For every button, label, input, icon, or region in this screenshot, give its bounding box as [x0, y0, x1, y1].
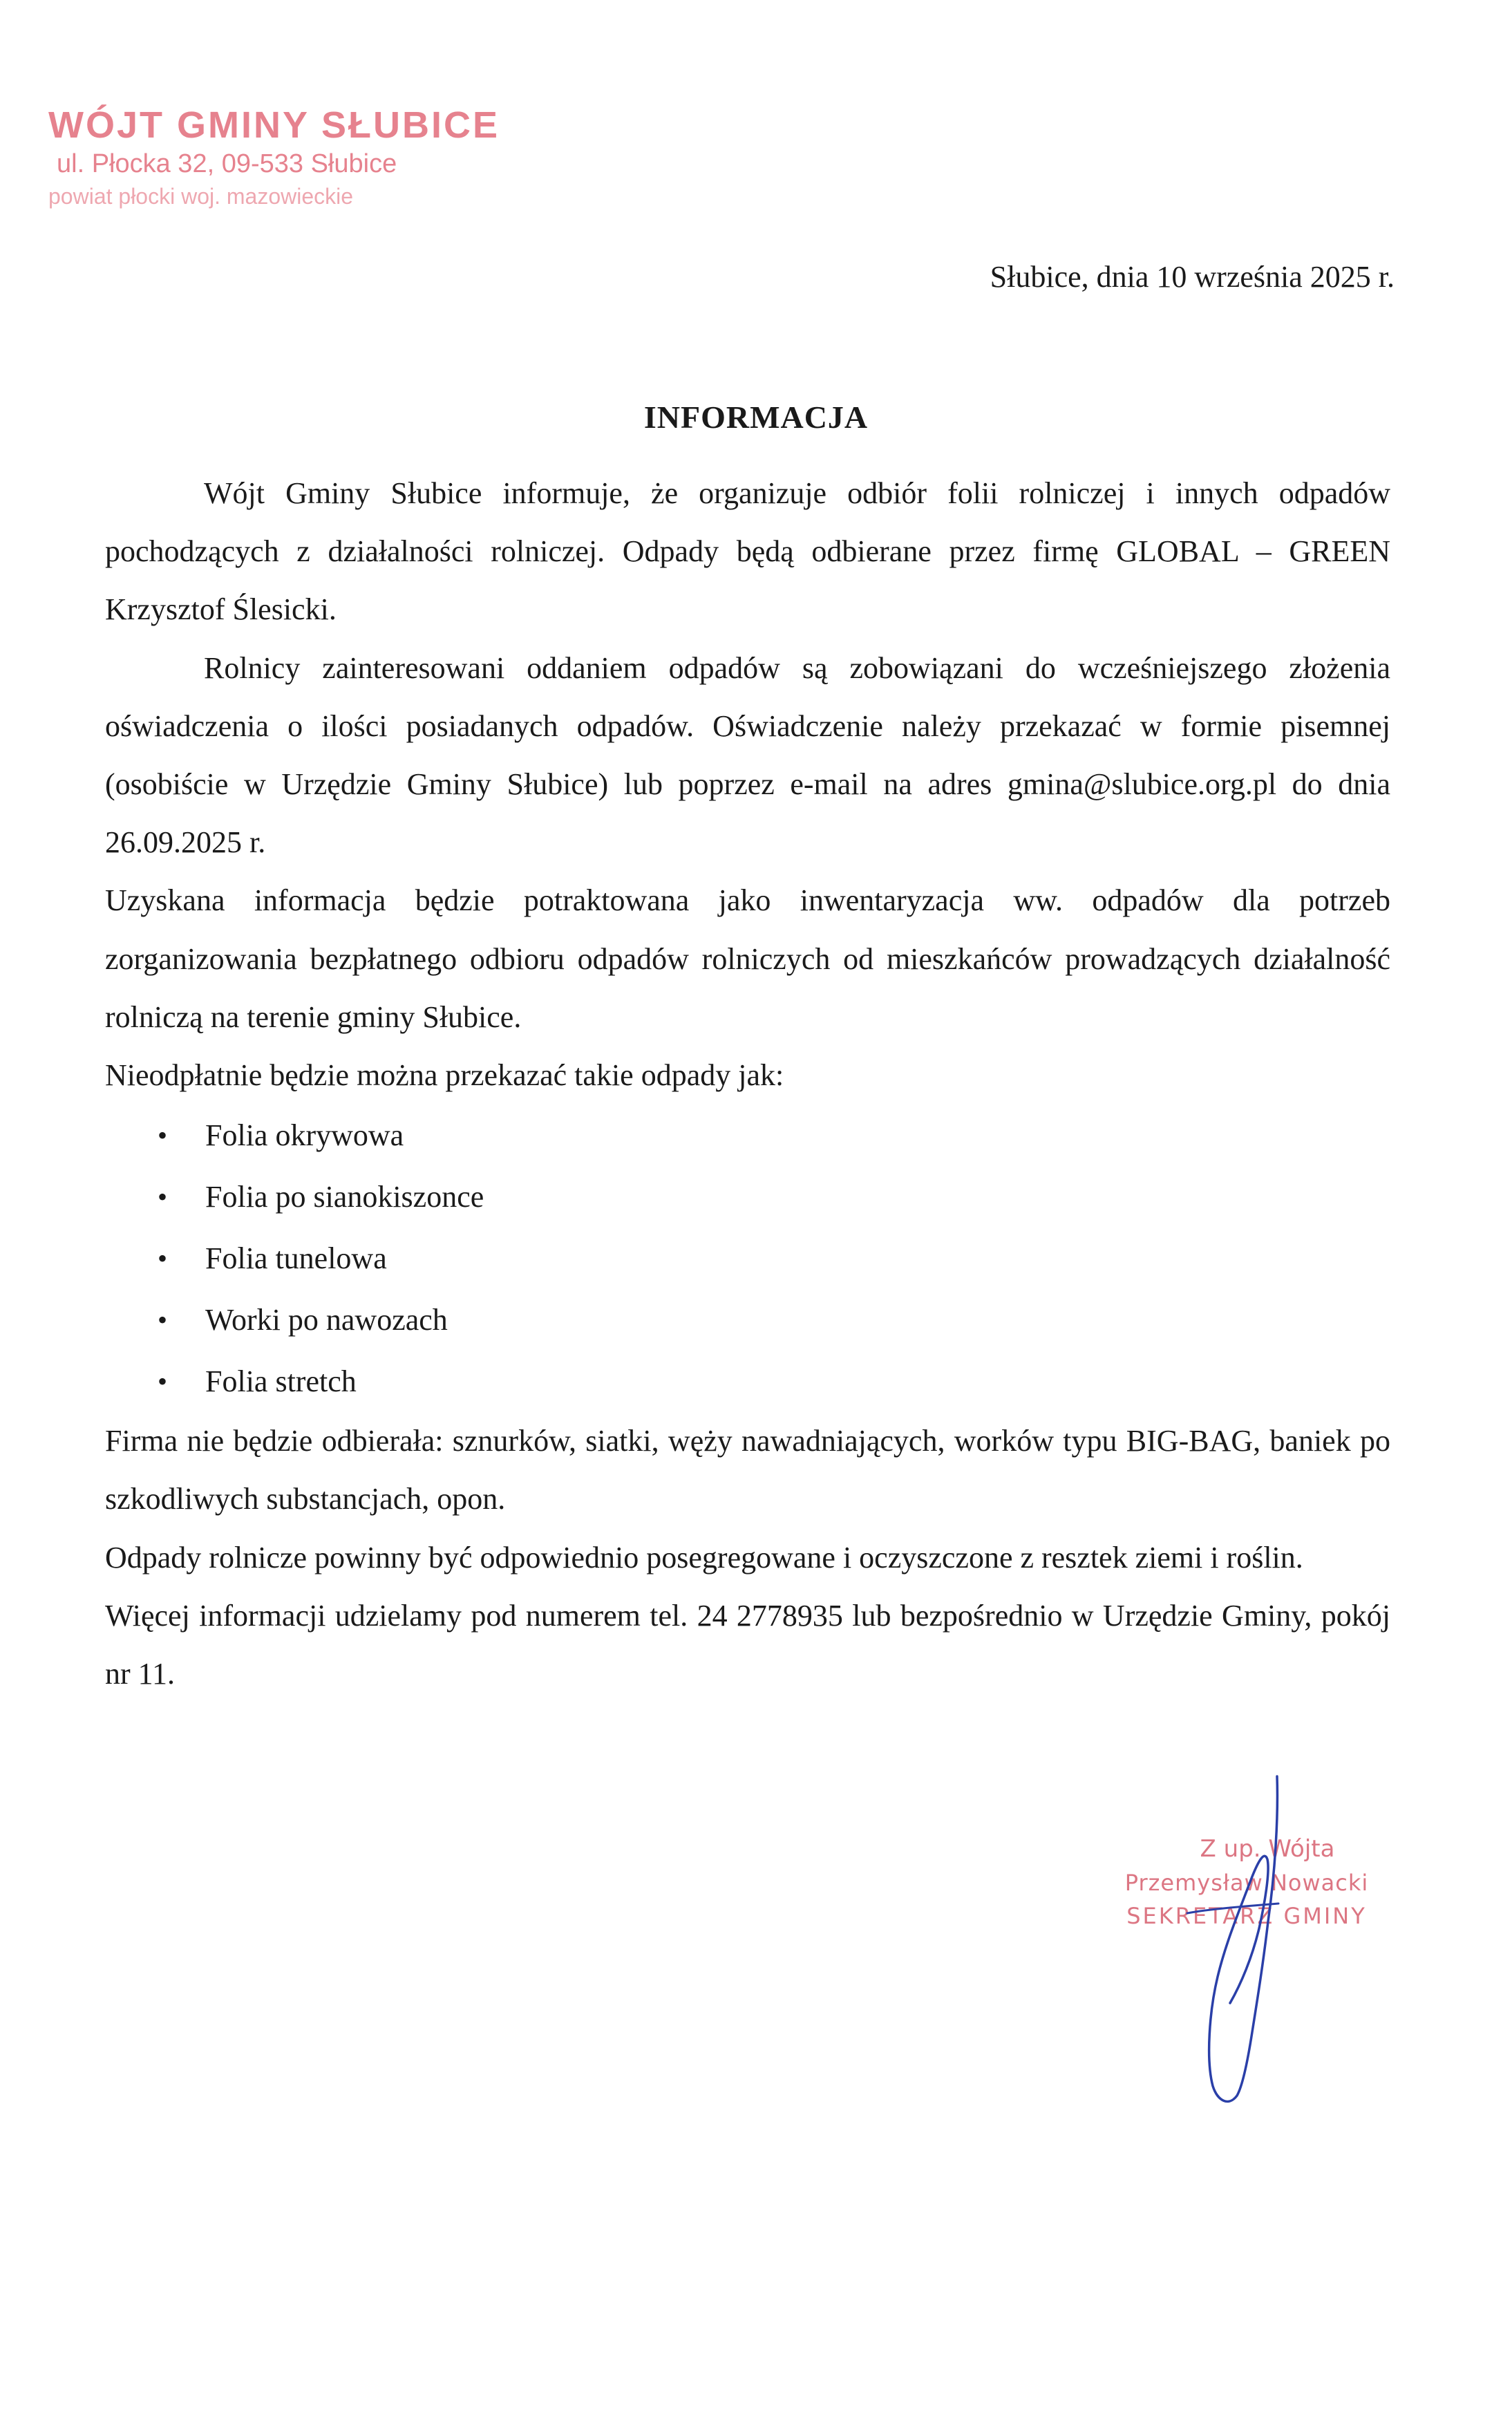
paragraph-contact: Więcej informacji udzielamy pod numerem tel. 24 2778935 lub bezpośrednio w Urzędzie Gminy, pokój nr 11. — [105, 1598, 1390, 1691]
signature-underline — [1187, 1904, 1278, 1913]
list-item — [105, 1166, 1390, 1228]
paragraph-intro: Wójt Gminy Słubice informuje, że organizuje odbiór folii rolniczej i innych odpadów pochodzących z działalności rolniczej. Odpady będą odbierane przez firmę GLOBAL – GREEN Krzysztof Ślesicki. — [105, 476, 1390, 627]
list-item — [105, 1351, 1390, 1412]
list-item-label: Worki po nawozach — [205, 1303, 448, 1337]
handwritten-signature — [1175, 1756, 1327, 2115]
waste-list — [105, 1105, 1390, 1412]
list-item — [105, 1228, 1390, 1289]
bullet-icon: • — [158, 1366, 168, 1398]
signature-line-1: Z up. Wójta — [1200, 1835, 1335, 1863]
paragraph-excluded: Firma nie będzie odbierała: sznurków, siatki, węży nawadniających, worków typu BIG-BAG, baniek po szkodliwych substancjach, opon. — [105, 1424, 1390, 1516]
list-item-label: Folia tunelowa — [205, 1241, 387, 1276]
bullet-icon: • — [158, 1243, 168, 1275]
document-body — [105, 464, 1390, 1703]
bullet-icon: • — [158, 1181, 168, 1213]
document-date: Słubice, dnia 10 września 2025 r. — [990, 260, 1395, 294]
stamp-line-3: powiat płocki woj. mazowieckie — [48, 184, 354, 209]
signature-line-3: SEKRETARZ GMINY — [1126, 1903, 1367, 1929]
list-item — [105, 1105, 1390, 1166]
bullet-icon: • — [158, 1120, 168, 1152]
list-item-label: Folia okrywowa — [205, 1118, 404, 1153]
paragraph-declaration: Rolnicy zainteresowani oddaniem odpadów są zobowiązani do wcześniejszego złożenia oświadczenia o ilości posiadanych odpadów. Oświadczenie należy przekazać w formie pisemnej (osobiście w Urzędzie Gminy Słubice) lub poprzez e-mail na adres gmina@slubice.org.pl do dnia 26.09.2025 r. — [105, 650, 1390, 860]
signature-stroke — [1209, 1776, 1278, 2101]
signature-line-2: Przemysław Nowacki — [1124, 1870, 1369, 1896]
list-item-label: Folia po sianokiszonce — [205, 1180, 484, 1214]
header-stamp — [48, 104, 500, 212]
stamp-line-1: WÓJT GMINY SŁUBICE — [48, 104, 500, 146]
list-item — [105, 1289, 1390, 1351]
paragraph-segregation: Odpady rolnicze powinny być odpowiednio posegregowane i oczyszczone z resztek ziemi i roślin. — [105, 1540, 1303, 1575]
paragraph-inventory: Uzyskana informacja będzie potraktowana jako inwentaryzacja ww. odpadów dla potrzeb zorganizowania bezpłatnego odbioru odpadów rolniczych od mieszkańców prowadzących działalność rolniczą na terenie gminy Słubice. — [105, 883, 1390, 1034]
stamp-line-2: ul. Płocka 32, 09-533 Słubice — [57, 149, 397, 178]
list-item-label: Folia stretch — [205, 1364, 357, 1399]
bullet-icon: • — [158, 1304, 168, 1336]
document-title: INFORMACJA — [643, 400, 869, 435]
paragraph-list-intro: Nieodpłatnie będzie można przekazać takie odpady jak: — [105, 1058, 784, 1093]
